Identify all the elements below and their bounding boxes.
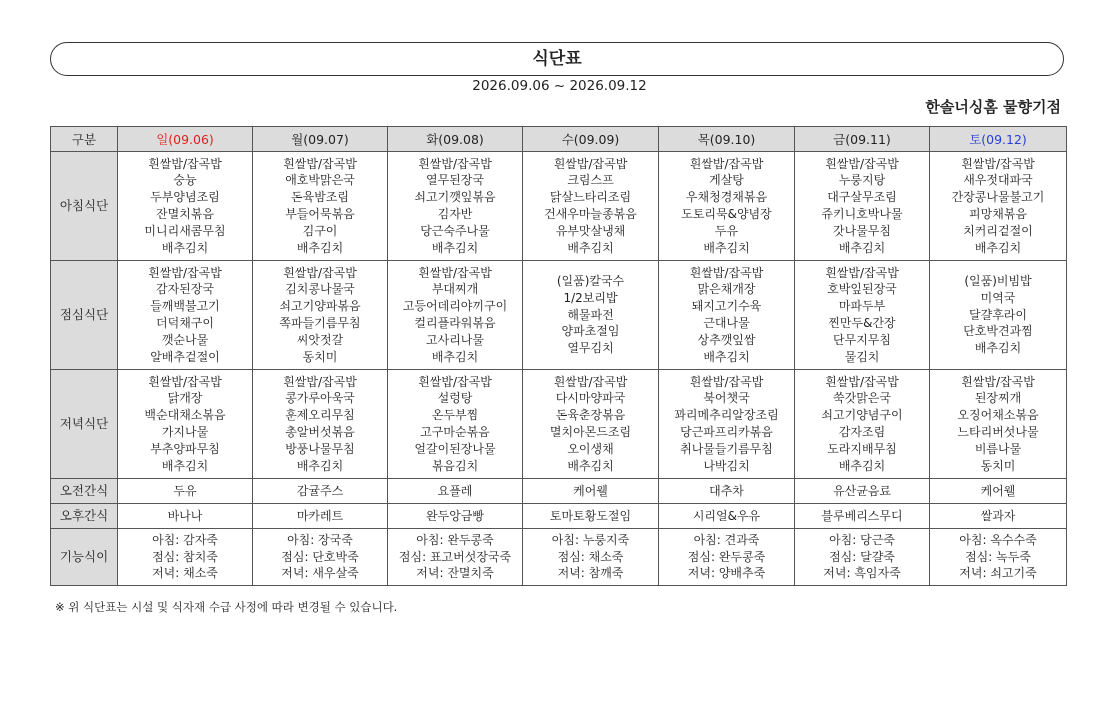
- row-label: 점심식단: [51, 261, 118, 370]
- menu-item: 감자조림: [838, 425, 886, 439]
- menu-item: 호박잎된장국: [827, 282, 897, 297]
- menu-item: 도라지배무침: [827, 441, 897, 456]
- afternoon-snack-row: [51, 504, 1067, 529]
- day-header-mon: 월(09.07): [253, 127, 388, 152]
- menu-item: 저녁: 잔멸치죽: [416, 566, 494, 581]
- menu-item: 대추차: [709, 483, 744, 498]
- menu-item: 아침: 감자죽: [152, 532, 218, 547]
- menu-cell: [659, 261, 795, 370]
- menu-item: 피망채볶음: [969, 207, 1027, 221]
- menu-item: 단호박견과찜: [963, 324, 1033, 339]
- menu-item: 오이생채: [567, 441, 614, 456]
- row-label: 오후간식: [51, 504, 118, 529]
- menu-item: 흰쌀밥/잡곡밥: [283, 265, 357, 280]
- menu-item: 새우젓대파국: [963, 173, 1033, 188]
- menu-item: (일품)칼국수: [556, 274, 625, 288]
- menu-item: 점심: 달걀죽: [829, 549, 895, 564]
- menu-item: 유부맛살냉채: [555, 223, 626, 238]
- menu-item: 콩가루아욱국: [285, 391, 355, 406]
- menu-item: 총알버섯볶음: [285, 425, 355, 439]
- menu-item: 쪽파들기름무침: [279, 316, 361, 330]
- menu-item: 쌀과자: [980, 508, 1016, 523]
- menu-item: 돈육춘장볶음: [555, 408, 626, 423]
- menu-item: 멸치아몬드조림: [549, 425, 632, 439]
- menu-cell: [795, 370, 930, 479]
- dinner-row: [51, 370, 1067, 479]
- menu-cell: [523, 261, 659, 370]
- menu-item: 닭개장: [167, 391, 203, 406]
- menu-cell: [523, 370, 659, 479]
- menu-item: 아침: 장국죽: [287, 532, 353, 547]
- menu-item: 배추김치: [161, 458, 209, 473]
- menu-item: 마카레트: [296, 508, 344, 523]
- day-header-thu: 목(09.10): [659, 127, 795, 152]
- menu-item: 바나나: [167, 508, 203, 523]
- menu-item: 아침: 당근죽: [829, 532, 895, 547]
- menu-item: 감귤주스: [296, 483, 344, 498]
- menu-item: 요플레: [437, 483, 473, 498]
- menu-item: 누룽지탕: [838, 173, 886, 188]
- menu-item: 완두앙금빵: [426, 508, 484, 523]
- menu-item: 저녁: 참깨죽: [557, 566, 624, 581]
- menu-item: 당근파프리카볶음: [680, 425, 773, 439]
- menu-cell: [659, 152, 795, 261]
- menu-cell: [930, 529, 1067, 586]
- menu-item: 배추김치: [703, 240, 750, 255]
- menu-item: 흰쌀밥/잡곡밥: [553, 156, 628, 171]
- menu-cell: [253, 261, 388, 370]
- menu-item: 저녁: 양배추죽: [687, 566, 766, 581]
- menu-item: 흰쌀밥/잡곡밥: [283, 374, 357, 389]
- menu-item: 아침: 견과죽: [693, 532, 760, 547]
- menu-cell: [523, 479, 659, 504]
- menu-cell: [659, 479, 795, 504]
- menu-item: 건새우마늘종볶음: [544, 207, 637, 221]
- menu-item: 동치미: [302, 349, 338, 364]
- menu-cell: [930, 261, 1067, 370]
- menu-item: 배추김치: [703, 349, 750, 364]
- menu-item: 쇠고기양파볶음: [279, 299, 361, 314]
- menu-item: 배추김치: [838, 240, 886, 255]
- menu-item: 훈제오리무침: [285, 408, 355, 423]
- menu-item: 토마토황도절임: [549, 508, 632, 523]
- menu-item: 설렁탕: [437, 391, 473, 406]
- menu-cell: [253, 479, 388, 504]
- menu-cell: [795, 261, 930, 370]
- corner-header: 구분: [51, 127, 118, 152]
- row-label: 아침식단: [51, 152, 118, 261]
- menu-item: 볶음김치: [431, 458, 479, 473]
- menu-item: 흰쌀밥/잡곡밥: [418, 265, 492, 280]
- menu-item: 들깨백불고기: [150, 299, 220, 314]
- menu-cell: [930, 370, 1067, 479]
- menu-item: 아침: 완두콩죽: [416, 532, 494, 547]
- menu-item: 숭늉: [173, 173, 197, 188]
- menu-item: 흰쌀밥/잡곡밥: [961, 374, 1035, 389]
- menu-item: 씨앗젓갈: [296, 332, 344, 347]
- menu-item: 배추김치: [974, 341, 1022, 356]
- menu-item: 달걀후라이: [969, 307, 1027, 322]
- menu-item: 얼갈이된장나물: [414, 441, 496, 456]
- menu-cell: [253, 370, 388, 479]
- menu-item: 닭살느타리조림: [549, 190, 632, 205]
- morning-snack-row: [51, 479, 1067, 504]
- menu-item: 부들어묵볶음: [285, 207, 355, 221]
- menu-cell: [659, 504, 795, 529]
- menu-item: 점심: 완두콩죽: [687, 549, 766, 564]
- weekly-menu-table: [50, 126, 1067, 586]
- menu-item: 고사리나물: [426, 332, 484, 347]
- menu-item: 백순대채소볶음: [144, 408, 226, 423]
- menu-cell: [388, 261, 523, 370]
- menu-item: 잔멸치볶음: [156, 207, 214, 221]
- notice-text: ※ 위 식단표는 시설 및 식자재 수급 사정에 따라 변경될 수 있습니다.: [55, 600, 398, 614]
- menu-cell: [118, 261, 253, 370]
- menu-item: 미니리새콤무침: [144, 223, 226, 238]
- menu-item: 애호박맑은국: [285, 173, 355, 188]
- menu-item: 치커리겉절이: [963, 223, 1033, 238]
- menu-item: 취나물들기름무침: [680, 441, 773, 456]
- menu-item: 흰쌀밥/잡곡밥: [283, 156, 357, 171]
- day-header-tue: 화(09.08): [388, 127, 523, 152]
- menu-item: 흰쌀밥/잡곡밥: [418, 374, 492, 389]
- menu-item: 양파초절임: [561, 324, 620, 339]
- menu-item: 다시마양파국: [555, 391, 626, 406]
- menu-cell: [659, 370, 795, 479]
- menu-item: 단무지무침: [833, 332, 891, 347]
- menu-item: 흰쌀밥/잡곡밥: [148, 265, 222, 280]
- menu-item: 가지나물: [161, 425, 209, 439]
- menu-item: 느타리버섯나물: [957, 425, 1039, 439]
- menu-cell: [795, 504, 930, 529]
- menu-item: 된장찌개: [974, 391, 1022, 406]
- menu-item: 흰쌀밥/잡곡밥: [418, 156, 492, 171]
- menu-item: 흰쌀밥/잡곡밥: [689, 156, 764, 171]
- menu-cell: [388, 504, 523, 529]
- menu-item: 흰쌀밥/잡곡밥: [689, 265, 764, 280]
- menu-item: 쇠고기깻잎볶음: [414, 190, 496, 205]
- menu-cell: [523, 504, 659, 529]
- row-label: 저녁식단: [51, 370, 118, 479]
- menu-cell: [253, 152, 388, 261]
- menu-item: (일품)비빔밥: [964, 274, 1032, 288]
- menu-item: 오징어채소볶음: [957, 408, 1039, 423]
- facility-name: 한솔너싱홈 물향기점: [925, 98, 1061, 116]
- menu-item: 당근숙주나물: [420, 223, 490, 238]
- menu-item: 부추양파무침: [150, 441, 220, 456]
- menu-item: 시리얼&우유: [692, 508, 761, 523]
- day-header-sun: 일(09.06): [118, 127, 253, 152]
- menu-cell: [118, 479, 253, 504]
- breakfast-row: [51, 152, 1067, 261]
- menu-item: 흰쌀밥/잡곡밥: [961, 156, 1035, 171]
- menu-item: 해물파전: [567, 307, 614, 322]
- menu-cell: [795, 152, 930, 261]
- menu-item: 돼지고기수육: [691, 299, 762, 314]
- menu-item: 1/2보리밥: [563, 290, 618, 305]
- menu-item: 마파두부: [838, 299, 886, 314]
- menu-cell: [388, 479, 523, 504]
- menu-item: 쥬키니호박나물: [821, 207, 903, 221]
- menu-item: 배추김치: [838, 458, 886, 473]
- menu-period: 2026.09.06 ~ 2026.09.12: [472, 78, 647, 94]
- menu-item: 케어웰: [573, 483, 608, 498]
- menu-item: 깻순나물: [161, 332, 209, 347]
- menu-cell: [930, 479, 1067, 504]
- menu-cell: [118, 504, 253, 529]
- row-label: 기능식이: [51, 529, 118, 586]
- menu-item: 점심: 표고버섯장국죽: [398, 549, 512, 564]
- menu-item: 유산균음료: [833, 483, 891, 498]
- menu-item: 저녁: 쇠고기죽: [959, 566, 1037, 581]
- day-header-sat: 토(09.12): [930, 127, 1067, 152]
- menu-cell: [388, 370, 523, 479]
- menu-item: 흰쌀밥/잡곡밥: [148, 156, 222, 171]
- menu-item: 물김치: [844, 349, 880, 364]
- menu-item: 흰쌀밥/잡곡밥: [825, 265, 899, 280]
- menu-item: 상추깻잎쌈: [697, 332, 756, 347]
- menu-item: 점심: 참치죽: [152, 549, 218, 564]
- menu-item: 김치콩나물국: [285, 282, 355, 297]
- special-diet-row: [51, 529, 1067, 586]
- menu-cell: [795, 529, 930, 586]
- menu-item: 찐만두&간장: [828, 316, 896, 330]
- menu-cell: [523, 152, 659, 261]
- menu-item: 동치미: [980, 458, 1016, 473]
- menu-item: 맑은채개장: [697, 282, 756, 297]
- menu-item: 갓나물무침: [833, 223, 891, 238]
- menu-cell: [118, 370, 253, 479]
- menu-item: 배추김치: [974, 240, 1022, 255]
- menu-cell: [253, 504, 388, 529]
- menu-item: 열무된장국: [426, 173, 484, 188]
- menu-item: 컬리플라워볶음: [414, 316, 496, 330]
- menu-cell: [388, 152, 523, 261]
- menu-item: 쇠고기양념구이: [821, 408, 903, 423]
- menu-item: 도토리묵&양념장: [681, 207, 772, 221]
- menu-item: 배추김치: [431, 240, 479, 255]
- day-header-wed: 수(09.09): [523, 127, 659, 152]
- menu-item: 꽈리메추리알장조림: [674, 408, 779, 423]
- menu-item: 고등어데리야끼구이: [402, 299, 508, 314]
- menu-item: 블루베리스무디: [821, 508, 903, 523]
- menu-item: 나박김치: [703, 458, 750, 473]
- menu-cell: [118, 529, 253, 586]
- menu-item: 북어챗국: [703, 391, 750, 406]
- menu-item: 고구마순볶음: [420, 425, 490, 439]
- menu-item: 흰쌀밥/잡곡밥: [825, 374, 899, 389]
- menu-item: 미역국: [980, 290, 1016, 305]
- lunch-row: [51, 261, 1067, 370]
- menu-item: 케어웰: [980, 483, 1016, 498]
- menu-item: 대구살무조림: [827, 190, 897, 205]
- menu-item: 부대찌개: [431, 282, 479, 297]
- menu-item: 두부양념조림: [150, 190, 220, 205]
- menu-item: 우채청경채볶음: [685, 190, 768, 205]
- menu-item: 배추김치: [296, 240, 344, 255]
- menu-item: 흰쌀밥/잡곡밥: [825, 156, 899, 171]
- menu-item: 아침: 누룽지죽: [551, 532, 630, 547]
- menu-item: 간장콩나물불고기: [951, 190, 1045, 205]
- menu-item: 크림스프: [567, 173, 614, 188]
- row-label: 오전간식: [51, 479, 118, 504]
- menu-cell: [930, 152, 1067, 261]
- menu-item: 근대나물: [703, 316, 750, 330]
- menu-item: 배추김치: [567, 240, 614, 255]
- menu-cell: [795, 479, 930, 504]
- menu-item: 쑥갓맑은국: [833, 391, 891, 406]
- menu-item: 두유: [714, 223, 739, 238]
- menu-item: 비름나물: [974, 441, 1022, 456]
- menu-item: 배추김치: [567, 458, 614, 473]
- menu-cell: [253, 529, 388, 586]
- menu-item: 배추김치: [431, 349, 479, 364]
- menu-item: 감자된장국: [156, 282, 214, 297]
- menu-item: 흰쌀밥/잡곡밥: [553, 374, 628, 389]
- menu-item: 흰쌀밥/잡곡밥: [689, 374, 764, 389]
- menu-item: 열무김치: [567, 341, 614, 356]
- menu-item: 김자반: [437, 207, 473, 221]
- day-header-fri: 금(09.11): [795, 127, 930, 152]
- menu-item: 아침: 옥수수죽: [959, 532, 1037, 547]
- menu-item: 배추김치: [161, 240, 209, 255]
- menu-item: 배추김치: [296, 458, 344, 473]
- menu-item: 방풍나물무침: [285, 441, 355, 456]
- menu-item: 두유: [173, 483, 197, 498]
- menu-item: 저녁: 새우살죽: [281, 566, 359, 581]
- menu-cell: [930, 504, 1067, 529]
- menu-item: 점심: 단호박죽: [281, 549, 359, 564]
- menu-item: 김구이: [302, 223, 338, 238]
- menu-item: 저녁: 채소죽: [152, 566, 218, 581]
- menu-cell: [523, 529, 659, 586]
- menu-item: 점심: 녹두죽: [965, 549, 1031, 564]
- header-row: [51, 127, 1067, 152]
- menu-item: 온두부찜: [431, 408, 479, 423]
- menu-cell: [659, 529, 795, 586]
- menu-cell: [118, 152, 253, 261]
- menu-item: 더덕채구이: [156, 316, 214, 330]
- menu-item: 흰쌀밥/잡곡밥: [148, 374, 222, 389]
- menu-item: 돈육밤조림: [291, 190, 349, 205]
- menu-item: 알배추겉절이: [150, 349, 220, 364]
- menu-item: 게살탕: [709, 173, 744, 188]
- menu-cell: [388, 529, 523, 586]
- menu-item: 저녁: 흑임자죽: [823, 566, 901, 581]
- page-title: 식단표: [50, 42, 1064, 76]
- menu-item: 점심: 채소죽: [557, 549, 624, 564]
